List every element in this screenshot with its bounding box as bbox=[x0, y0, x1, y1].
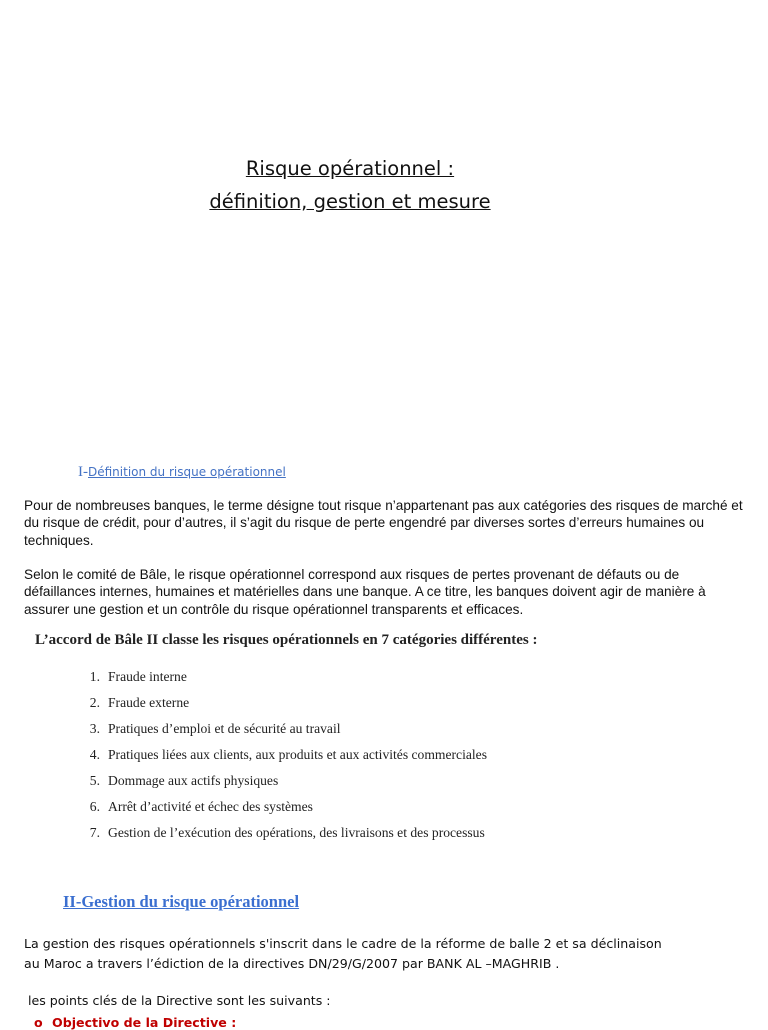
section1-number: I- bbox=[78, 464, 88, 480]
page-title-line1: Risque opérationnel : bbox=[245, 157, 455, 180]
bullet-item-text: Objectivo de la Directive : bbox=[52, 1015, 237, 1030]
list-item bbox=[70, 823, 487, 849]
section1-paragraph-2: Selon le comité de Bâle, le risque opérationnel correspond aux risques de pertes provenant de défauts ou de défaillances internes, humaines et matérielles dans une banque. A ce titre, les banques doivent agir de manière à assurer une gestion et un contrôle du risque opérationnel transparents et efficaces. bbox=[24, 567, 706, 617]
list-item-text: Fraude externe bbox=[108, 695, 190, 710]
list-item bbox=[70, 667, 487, 693]
list-item-text: Dommage aux actifs physiques bbox=[108, 773, 279, 788]
list-item-text: Gestion de l’exécution des opérations, des livraisons et des processus bbox=[108, 825, 485, 840]
list-item-number: 3. bbox=[89, 721, 100, 736]
list-item bbox=[70, 719, 487, 745]
section2-paragraph-1-line2: au Maroc a travers l’édiction de la directives DN/29/G/2007 par BANK AL –MAGHRIB . bbox=[24, 956, 560, 971]
section2-heading[interactable]: II-Gestion du risque opérationnel bbox=[63, 892, 300, 911]
page-title bbox=[0, 152, 700, 218]
bale-categories-list bbox=[70, 667, 487, 849]
list-item-number: 5. bbox=[89, 773, 100, 788]
list-item-number: 6. bbox=[89, 799, 100, 814]
section2-paragraph-1 bbox=[24, 934, 754, 974]
list-item-number: 2. bbox=[89, 695, 100, 710]
list-item bbox=[70, 771, 487, 797]
list-item-text: Fraude interne bbox=[108, 669, 187, 684]
list-item-number: 4. bbox=[89, 747, 100, 762]
list-item-number: 7. bbox=[89, 825, 100, 840]
bullet-circle-icon: o bbox=[34, 1015, 43, 1030]
page-title-line2: définition, gestion et mesure bbox=[209, 190, 491, 213]
bale-categories-heading: L’accord de Bâle II classe les risques opérationnels en 7 catégories différentes : bbox=[35, 632, 538, 648]
section1-paragraph-1: Pour de nombreuses banques, le terme désigne tout risque n’appartenant pas aux catégories des risques de marché et du risque de crédit, pour d’autres, il s’agit du risque de perte engendré par diverses sortes d’erreurs humaines ou techniques. bbox=[24, 498, 743, 548]
section2-paragraph-1-line1: La gestion des risques opérationnels s'inscrit dans le cadre de la réforme de balle 2 et sa déclinaison bbox=[24, 936, 662, 951]
bullet-item bbox=[34, 1015, 236, 1030]
list-item bbox=[70, 745, 487, 771]
list-item bbox=[70, 693, 487, 719]
section1-heading bbox=[78, 464, 286, 481]
section1-heading-link[interactable]: Définition du risque opérationnel bbox=[88, 465, 286, 479]
list-item bbox=[70, 797, 487, 823]
list-item-text: Arrêt d’activité et échec des systèmes bbox=[108, 799, 313, 814]
list-item-text: Pratiques liées aux clients, aux produits et aux activités commerciales bbox=[108, 747, 487, 762]
list-item-text: Pratiques d’emploi et de sécurité au travail bbox=[108, 721, 341, 736]
list-item-number: 1. bbox=[89, 669, 100, 684]
section2-paragraph-2: les points clés de la Directive sont les suivants : bbox=[28, 993, 331, 1008]
